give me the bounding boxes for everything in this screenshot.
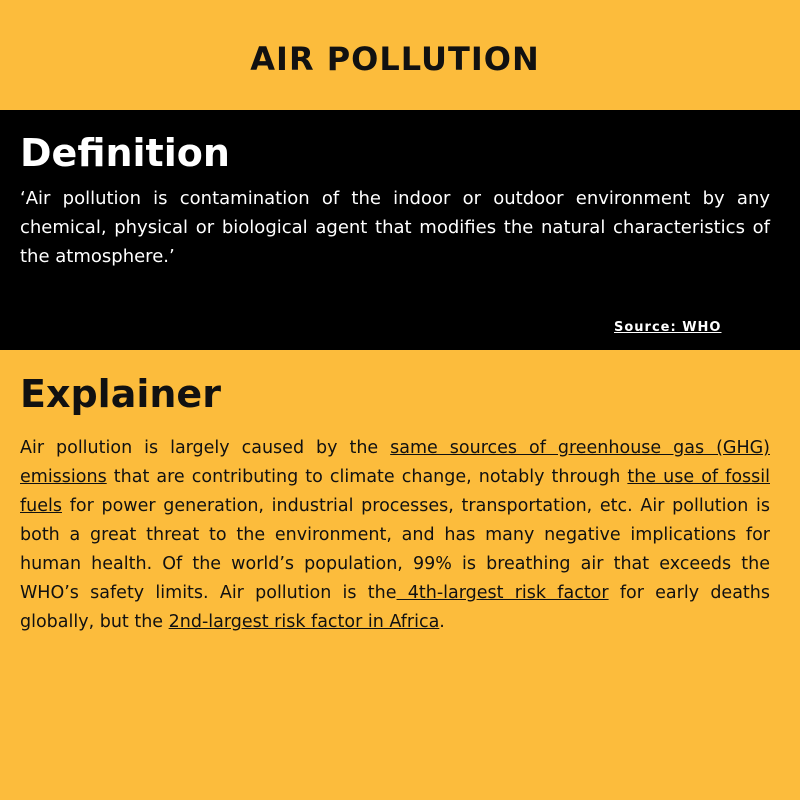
explainer-heading: Explainer bbox=[20, 372, 221, 416]
definition-heading: Definition bbox=[20, 131, 230, 175]
explainer-text-part: for early deaths globally, but the bbox=[20, 583, 770, 632]
fourth-largest-risk-factor-link[interactable]: 4th-largest risk factor bbox=[396, 583, 609, 603]
explainer-text bbox=[20, 434, 770, 637]
explainer-text-part: Air pollution is largely caused by the bbox=[20, 438, 391, 458]
africa-risk-factor-link[interactable]: 2nd-largest risk factor in Africa bbox=[168, 612, 440, 632]
ghg-emissions-link[interactable]: same sources of greenhouse gas (GHG) emissions bbox=[20, 438, 770, 487]
page-title: AIR POLLUTION bbox=[250, 40, 540, 78]
definition-panel bbox=[0, 110, 800, 350]
explainer-text-part: that are contributing to climate change, notably through bbox=[106, 467, 628, 487]
fossil-fuels-link[interactable]: the use of fossil fuels bbox=[20, 467, 770, 516]
explainer-text-part: for power generation, industrial processes, transportation, etc. Air pollution is both a great threat to the environment, and has many negative implications for human health. Of the world’s population, 99% is breathing air that exceeds the WHO’s safety limits. Air pollution is the bbox=[20, 496, 770, 603]
source-link[interactable]: Source: WHO bbox=[614, 320, 722, 335]
explainer-text-part: . bbox=[439, 612, 445, 632]
definition-text: ‘Air pollution is contamination of the indoor or outdoor environment by any chemical, physical or biological agent that modifies the natural characteristics of the atmosphere.’ bbox=[20, 188, 770, 267]
